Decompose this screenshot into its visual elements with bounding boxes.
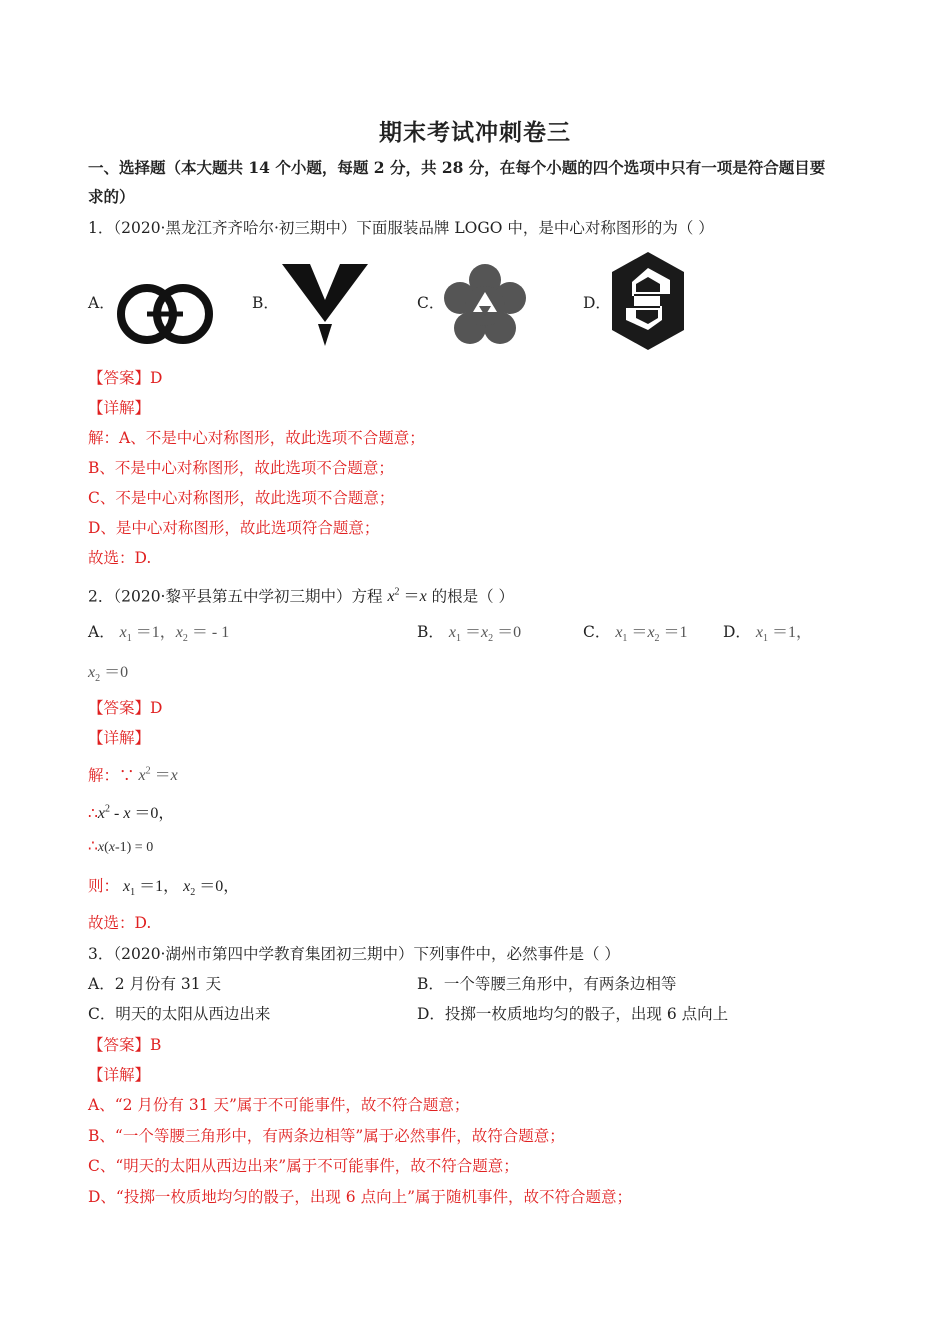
q3-option-c: C．明天的太阳从西边出来	[88, 1005, 271, 1023]
q3-stem: 3．（2020·湖州市第四中学教育集团初三期中）下列事件中，必然事件是（ ）	[88, 945, 620, 963]
q1-option-c-label: C．	[417, 294, 445, 312]
q1-explanation-line: 故选：D.	[88, 549, 152, 567]
q2-solution-line: $\therefore x^2$ ‑ x ＝0，	[88, 804, 175, 823]
q3-option-d: D．投掷一枚质地均匀的骰子，出现 6 点向上	[417, 1005, 729, 1023]
q2-answer: 【答案】D	[88, 699, 163, 717]
q3-answer: 【答案】B	[88, 1036, 162, 1054]
q2-option-a-label: A．	[88, 623, 115, 641]
q2-solution-line: 则： $x_1 =1$， $x_2 =0$，	[88, 877, 240, 899]
q3-option-b: B．一个等腰三角形中，有两条边相等	[417, 975, 677, 993]
q3-option-a: A．2 月份有 31 天	[88, 975, 222, 993]
section-heading-cont: 求的）	[88, 187, 135, 206]
hexagon-s-logo-icon	[610, 250, 686, 352]
q3-detail-label: 【详解】	[88, 1066, 151, 1084]
page-title: 期末考试冲刺卷三	[379, 119, 571, 146]
q1-option-d-label: D．	[583, 294, 611, 312]
q2-option-a: A． $x_1 =1$，$x_2$ ＝ ‑ 1	[88, 623, 230, 645]
q2-option-c: C． $x_1 =x_2 =1$	[583, 623, 688, 645]
q1-explanation-line: 解：A、不是中心对称图形，故此选项不合题意；	[88, 429, 425, 447]
q3-explanation-line: B、“一个等腰三角形中，有两条边相等”属于必然事件，故符合题意；	[88, 1127, 565, 1145]
interlocking-g-logo-icon	[114, 279, 216, 349]
q1-answer: 【答案】D	[88, 369, 163, 387]
q2-stem-suffix: 的根是（ ）	[431, 587, 515, 606]
q2-option-d: D． $x_1 =1$，	[723, 623, 812, 645]
q1-option-a-label: A．	[88, 294, 115, 312]
q2-solution-line: ∴x(x‑1) = 0	[88, 837, 154, 855]
q2-stem	[88, 583, 514, 607]
q1-stem: 1．（2020·黑龙江齐齐哈尔·初三期中）下面服装品牌 LOGO 中，是中心对称图形的为（ ）	[88, 219, 714, 237]
q2-option-b: B． $x_1 =x_2 =0$	[417, 623, 522, 645]
q2-option-d-label: D．	[723, 623, 751, 641]
q1-option-b-label: B．	[252, 294, 279, 312]
q2-option-b-label: B．	[417, 623, 444, 641]
q3-explanation-line: A、“2 月份有 31 天”属于不可能事件，故不符合题意；	[88, 1096, 470, 1114]
flower-logo-icon	[444, 264, 526, 346]
q2-stem-prefix: 2．（2020·黎平县第五中学初三期中）方程	[88, 587, 383, 606]
q2-equation: $x^2 =x$	[387, 587, 427, 606]
q3-explanation-line: C、“明天的太阳从西边出来”属于不可能事件，故不符合题意；	[88, 1157, 519, 1175]
q2-conclusion: 故选：D.	[88, 914, 152, 932]
section-heading: 一、选择题（本大题共 14 个小题，每题 2 分，共 28 分，在每个小题的四个选项中只有一项是符合题目要	[88, 158, 826, 177]
v-triangle-logo-icon	[280, 262, 370, 348]
q1-explanation-line: C、不是中心对称图形，故此选项不合题意；	[88, 489, 395, 507]
q1-explanation-line: B、不是中心对称图形，故此选项不合题意；	[88, 459, 394, 477]
q1-detail-label: 【详解】	[88, 399, 151, 417]
q2-option-c-label: C．	[583, 623, 611, 641]
q2-detail-label: 【详解】	[88, 729, 151, 747]
q2-option-d-cont: $x_2 =0$	[88, 664, 129, 685]
q1-explanation-line: D、是中心对称图形，故此选项符合题意；	[88, 519, 380, 537]
q2-solution-line: 解：∵ $x^2 =x$	[88, 766, 178, 785]
q3-explanation-line: D、“投掷一枚质地均匀的骰子，出现 6 点向上”属于随机事件，故不符合题意；	[88, 1188, 632, 1206]
